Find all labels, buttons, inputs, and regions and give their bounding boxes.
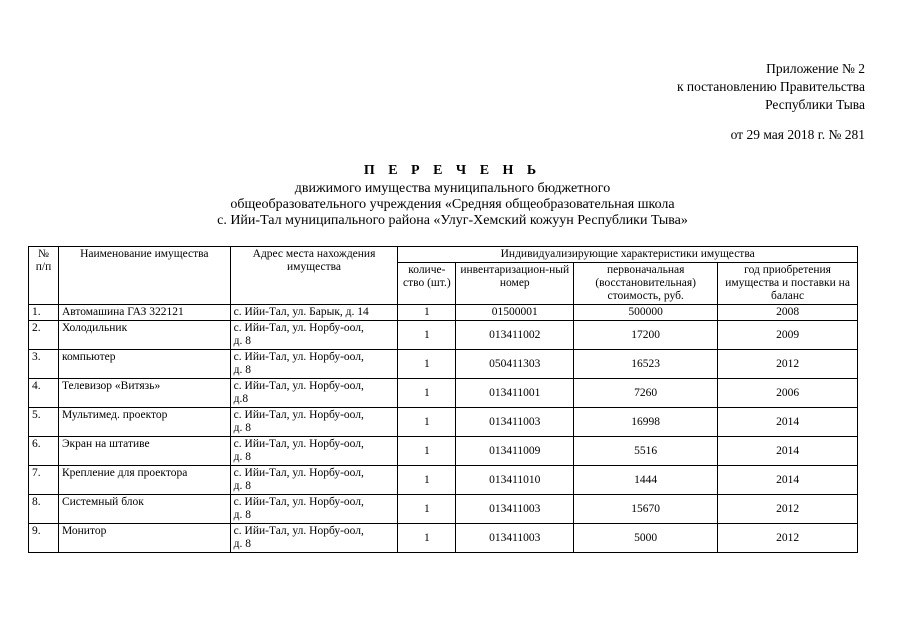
cell-address xyxy=(230,524,398,553)
cell-year: 2006 xyxy=(718,379,858,408)
header-address: Адрес места нахождения имущества xyxy=(230,247,398,305)
cell-year: 2014 xyxy=(718,466,858,495)
cell-address xyxy=(230,408,398,437)
cell-num: 9. xyxy=(29,524,59,553)
cell-cost: 5000 xyxy=(574,524,718,553)
cell-inventory-number: 013411003 xyxy=(456,495,574,524)
cell-address xyxy=(230,350,398,379)
address-line-2: д. 8 xyxy=(233,364,252,376)
address-line-2: д. 8 xyxy=(233,509,252,521)
header-inventory-number: инвентаризацион-ный номер xyxy=(456,263,574,305)
cell-name: Крепление для проектора xyxy=(58,466,230,495)
cell-qty: 1 xyxy=(398,379,456,408)
cell-qty: 1 xyxy=(398,350,456,379)
cell-address xyxy=(230,321,398,350)
cell-name: Системный блок xyxy=(58,495,230,524)
cell-name: компьютер xyxy=(58,350,230,379)
header-name: Наименование имущества xyxy=(58,247,230,305)
address-line-1: с. Ийи-Тал, ул. Норбу-оол, xyxy=(233,496,364,508)
table-row xyxy=(29,437,858,466)
cell-inventory-number: 013411009 xyxy=(456,437,574,466)
cell-cost: 1444 xyxy=(574,466,718,495)
title-line-1: движимого имущества муниципального бюджетного xyxy=(294,181,611,196)
table-row xyxy=(29,466,858,495)
cell-address xyxy=(230,437,398,466)
appendix-line-1: Приложение № 2 xyxy=(766,61,865,76)
table-row xyxy=(29,495,858,524)
cell-address xyxy=(230,466,398,495)
address-line-2: д. 8 xyxy=(233,480,252,492)
document-title xyxy=(0,163,905,229)
cell-qty: 1 xyxy=(398,305,456,321)
address-line-2: д. 8 xyxy=(233,335,252,347)
cell-cost: 17200 xyxy=(574,321,718,350)
table-row xyxy=(29,408,858,437)
cell-name: Мультимед. проектор xyxy=(58,408,230,437)
header-qty: количе-ство (шт.) xyxy=(398,263,456,305)
cell-num: 7. xyxy=(29,466,59,495)
appendix-block xyxy=(635,60,865,144)
address-line-1: с. Ийи-Тал, ул. Норбу-оол, xyxy=(233,351,364,363)
address-line-2: д. 8 xyxy=(233,538,252,550)
address-line-1: с. Ийи-Тал, ул. Норбу-оол, xyxy=(233,438,364,450)
address-line-1: с. Ийи-Тал, ул. Норбу-оол, xyxy=(233,467,364,479)
address-line-1: с. Ийи-Тал, ул. Барык, д. 14 xyxy=(233,306,369,318)
header-year: год приобретения имущества и поставки на баланс xyxy=(718,263,858,305)
cell-qty: 1 xyxy=(398,437,456,466)
cell-qty: 1 xyxy=(398,524,456,553)
table-row xyxy=(29,524,858,553)
address-line-2: д.8 xyxy=(233,393,249,405)
cell-num: 5. xyxy=(29,408,59,437)
cell-year: 2012 xyxy=(718,350,858,379)
appendix-line-2: к постановлению Правительства xyxy=(676,79,865,94)
cell-year: 2009 xyxy=(718,321,858,350)
cell-name: Телевизор «Витязь» xyxy=(58,379,230,408)
cell-num: 8. xyxy=(29,495,59,524)
address-line-1: с. Ийи-Тал, ул. Норбу-оол, xyxy=(233,525,364,537)
table-row xyxy=(29,321,858,350)
title-line-3: с. Ийи-Тал муниципального района «Улуг-Хемский кожуун Республики Тыва» xyxy=(217,213,688,228)
cell-qty: 1 xyxy=(398,321,456,350)
cell-cost: 15670 xyxy=(574,495,718,524)
address-line-1: с. Ийи-Тал, ул. Норбу-оол, xyxy=(233,409,364,421)
cell-inventory-number: 013411001 xyxy=(456,379,574,408)
cell-num: 1. xyxy=(29,305,59,321)
cell-inventory-number: 013411010 xyxy=(456,466,574,495)
property-table xyxy=(28,246,858,553)
cell-year: 2008 xyxy=(718,305,858,321)
appendix-date: от 29 мая 2018 г. № 281 xyxy=(730,127,865,142)
header-cost: первоначальная (восстановительная) стоимость, руб. xyxy=(574,263,718,305)
cell-cost: 16998 xyxy=(574,408,718,437)
cell-name: Экран на штативе xyxy=(58,437,230,466)
title-line-2: общеобразовательного учреждения «Средняя общеобразовательная школа xyxy=(230,197,675,212)
cell-inventory-number: 013411003 xyxy=(456,524,574,553)
cell-qty: 1 xyxy=(398,495,456,524)
table-row xyxy=(29,350,858,379)
cell-num: 6. xyxy=(29,437,59,466)
cell-address xyxy=(230,305,398,321)
cell-qty: 1 xyxy=(398,408,456,437)
cell-cost: 500000 xyxy=(574,305,718,321)
address-line-1: с. Ийи-Тал, ул. Норбу-оол, xyxy=(233,380,364,392)
cell-year: 2012 xyxy=(718,495,858,524)
cell-name: Холодильник xyxy=(58,321,230,350)
cell-qty: 1 xyxy=(398,466,456,495)
cell-cost: 7260 xyxy=(574,379,718,408)
cell-inventory-number: 013411003 xyxy=(456,408,574,437)
cell-address xyxy=(230,379,398,408)
header-row xyxy=(29,247,858,263)
cell-num: 2. xyxy=(29,321,59,350)
table-row xyxy=(29,379,858,408)
cell-inventory-number: 013411002 xyxy=(456,321,574,350)
cell-name: Автомашина ГАЗ 322121 xyxy=(58,305,230,321)
header-num: № п/п xyxy=(29,247,59,305)
cell-cost: 16523 xyxy=(574,350,718,379)
appendix-line-3: Республики Тыва xyxy=(765,97,865,112)
cell-num: 4. xyxy=(29,379,59,408)
cell-year: 2012 xyxy=(718,524,858,553)
cell-inventory-number: 01500001 xyxy=(456,305,574,321)
cell-num: 3. xyxy=(29,350,59,379)
cell-address xyxy=(230,495,398,524)
cell-inventory-number: 050411303 xyxy=(456,350,574,379)
cell-name: Монитор xyxy=(58,524,230,553)
title-heading: П Е Р Е Ч Е Н Ь xyxy=(363,163,542,178)
cell-year: 2014 xyxy=(718,408,858,437)
address-line-2: д. 8 xyxy=(233,451,252,463)
cell-cost: 5516 xyxy=(574,437,718,466)
table-row xyxy=(29,305,858,321)
cell-year: 2014 xyxy=(718,437,858,466)
address-line-1: с. Ийи-Тал, ул. Норбу-оол, xyxy=(233,322,364,334)
header-characteristics: Индивидуализирующие характеристики имущества xyxy=(398,247,858,263)
address-line-2: д. 8 xyxy=(233,422,252,434)
